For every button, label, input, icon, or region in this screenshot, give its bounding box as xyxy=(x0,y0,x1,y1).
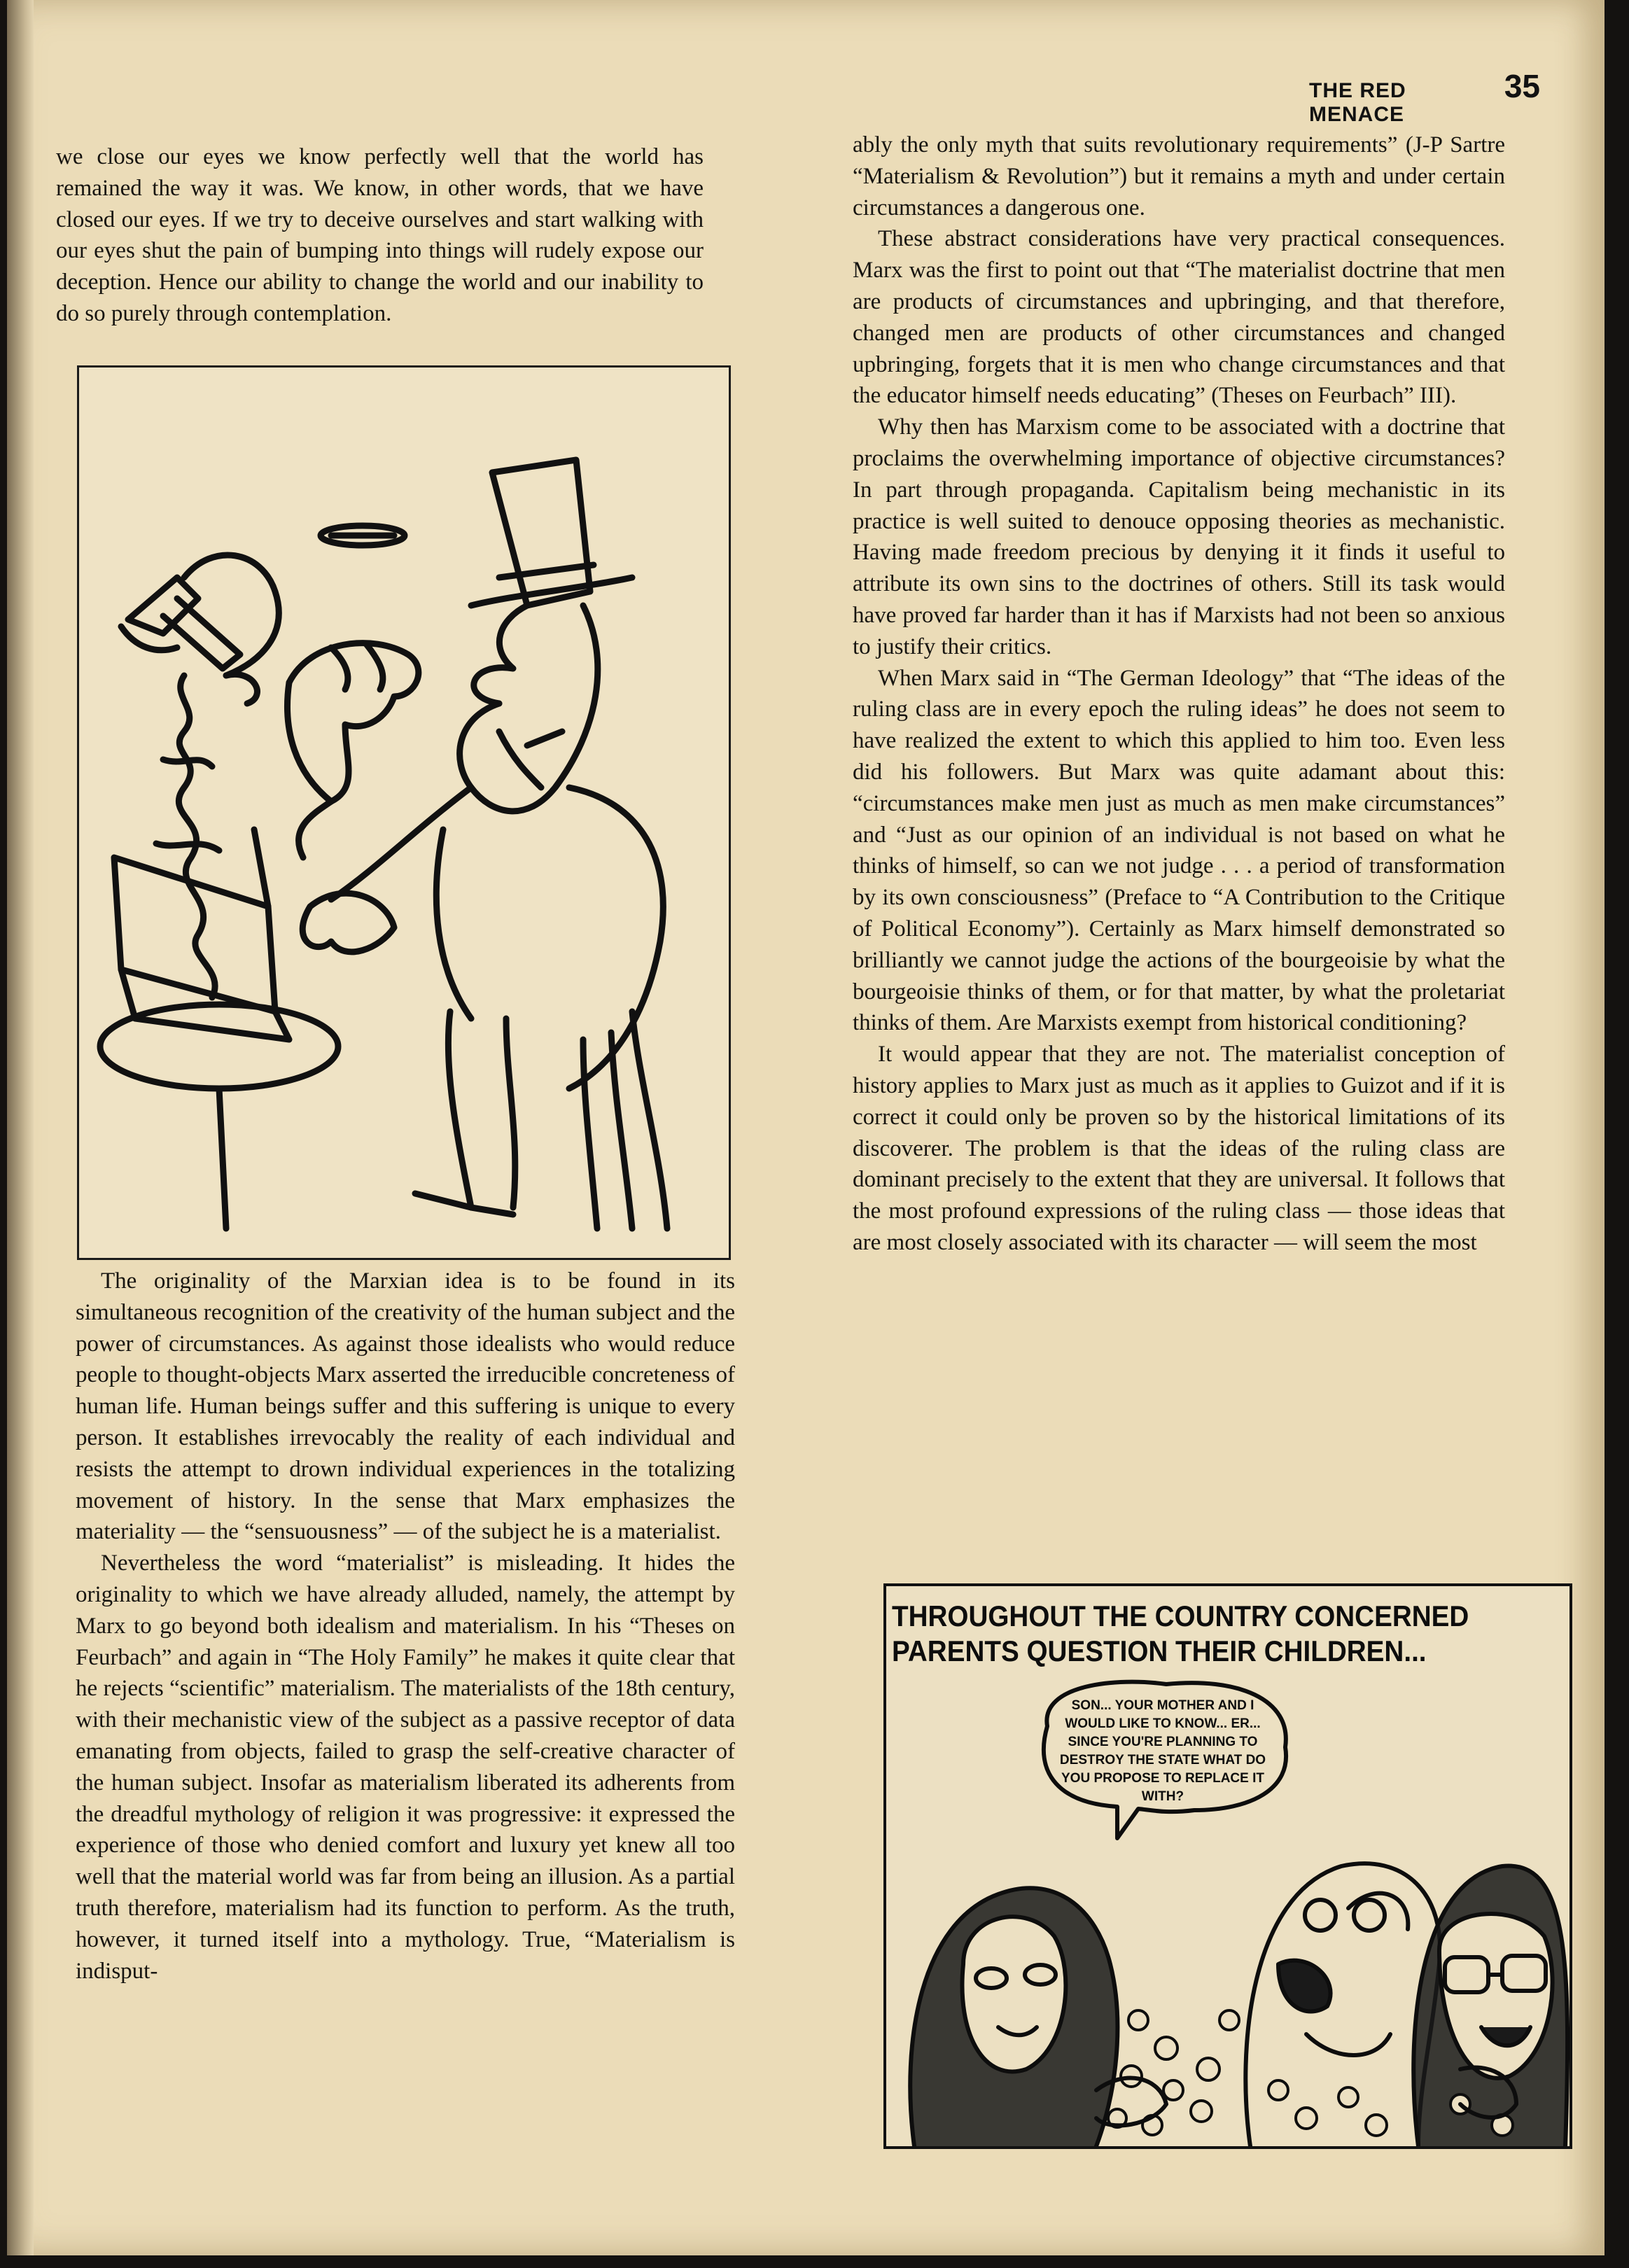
paragraph: When Marx said in “The German Ideology” that “The ideas of the ruling class are in every epoch the ruling ideas” he does not seem to have realized the extent to which this applied to him too. Even less did his followers. But Marx was quite adamant about this: “circumstances make men just as much as men make circumstances” and “Just as our opinion of an individual is not based on what he thinks of himself, so can we not judge . . . a period of transformation by its own consciousness” (Preface to “A Contribution to the Critique of Political Economy”). Certainly as Marx himself demonstrated so brilliantly we cannot judge the actions of the bourgeoisie by what the bourgeoisie thinks of them, or for that matter, by what the proletariat thinks of them. Are Marxists exempt from historical conditioning? xyxy=(853,665,1505,1036)
page-spine-shadow xyxy=(7,0,34,2255)
marx-cartoon-illustration xyxy=(77,365,731,1260)
comic-caption: THROUGHOUT THE COUNTRY CONCERNED PARENTS QUESTION THEIR CHILDREN... xyxy=(892,1600,1469,1667)
left-column-bottom-text xyxy=(76,1266,735,1987)
speech-bubble-text: SON... YOUR MOTHER AND I WOULD LIKE TO KNOW... ER... SINCE YOU'RE PLANNING TO DESTROY THE STATE WHAT DO YOU PROPOSE TO REPLACE IT WITH? xyxy=(1059,1698,1266,1804)
magazine-page xyxy=(7,0,1604,2255)
magazine-title: THE RED MENACE xyxy=(1309,79,1406,126)
parents-comic-panel xyxy=(883,1583,1572,2149)
paragraph: The originality of the Marxian idea is to be found in its simultaneous recognition of the creativity of the human subject and the power of circumstances. As against those idealists who would reduce people to thought-objects Marx asserted the irreducible concreteness of human life. Human beings suffer and this suffering is unique to every person. It establishes irrevocably the reality of each individual and resists the attempt to drown individual experiences in the totalizing movement of history. In the sense that Marx emphasizes the materiality — the “sensuousness” — of the subject he is a materialist. xyxy=(76,1268,735,1545)
paragraph: we close our eyes we know perfectly well that the world has remained the way it was. We know, in other words, that we have closed our eyes. If we try to deceive ourselves and start walking with our eyes shut the pain of bumping into things will rudely expose our deception. Hence our ability to change the world and our inability to do so purely through contemplation. xyxy=(56,144,704,326)
paragraph: Nevertheless the word “materialist” is misleading. It hides the originality to which we have already alluded, namely, the attempt by Marx to go beyond both idealism and materialism. In his “Theses on Feurbach” and again in “The Holy Family” he makes it quite clear that he rejects “scientific” materialism. The materialists of the 18th century, with their mechanistic view of the subject as a passive receptor of data emanating from objects, failed to grasp the self-creative character of the human subject. Insofar as materialism liberated its adherents from the dreadful mythology of religion it was progressive: it expressed the experience of those who denied comfort and luxury yet knew all too well that the material world was far from being an illusion. As a partial truth therefore, materialism had its function to perform. As the truth, however, it turned itself into a mythology. True, “Materialism is indisput- xyxy=(76,1550,735,1984)
running-header xyxy=(1309,67,1540,126)
left-column-top-text xyxy=(56,141,704,330)
paragraph: ably the only myth that suits revolutionary requirements” (J-P Sartre “Materialism & Revolution”) but it remains a myth and under certain circumstances a dangerous one. xyxy=(853,132,1505,220)
paragraph: It would appear that they are not. The materialist conception of history applies to Marx just as much as it applies to Guizot and if it is correct it could only be proven so by the historical limitations of its discoverer. The problem is that the ideas of the ruling class are dominant precisely to the extent that they are universal. It follows that the most profound expressions of the ruling class — those ideas that are most closely associated with its character — will seem the most xyxy=(853,1042,1505,1255)
hammer-sickle-icon xyxy=(121,555,279,704)
page-number: 35 xyxy=(1504,68,1540,104)
paragraph: Why then has Marxism come to be associated with a doctrine that proclaims the overwhelming importance of objective circumstances? In part through propaganda. Capitalism being mechanistic in its practice is well suited to denouce opposing theories as mechanistic. Having made freedom precious by denying it it finds it useful to attribute its own sins to the doctrines of others. Still its task would have proved far harder than it has if Marxists had not been so anxious to justify their critics. xyxy=(853,414,1505,659)
paragraph: These abstract considerations have very practical consequences. Marx was the first to point out that “The materialist doctrine that men are products of circumstances and upbringing, and that therefore, changed men are products of other circumstances and changed upbringing, forgets that it is men who change circumstances and that the educator himself needs educating” (Theses on Feurbach” III). xyxy=(853,226,1505,409)
right-column-text xyxy=(853,130,1505,1259)
